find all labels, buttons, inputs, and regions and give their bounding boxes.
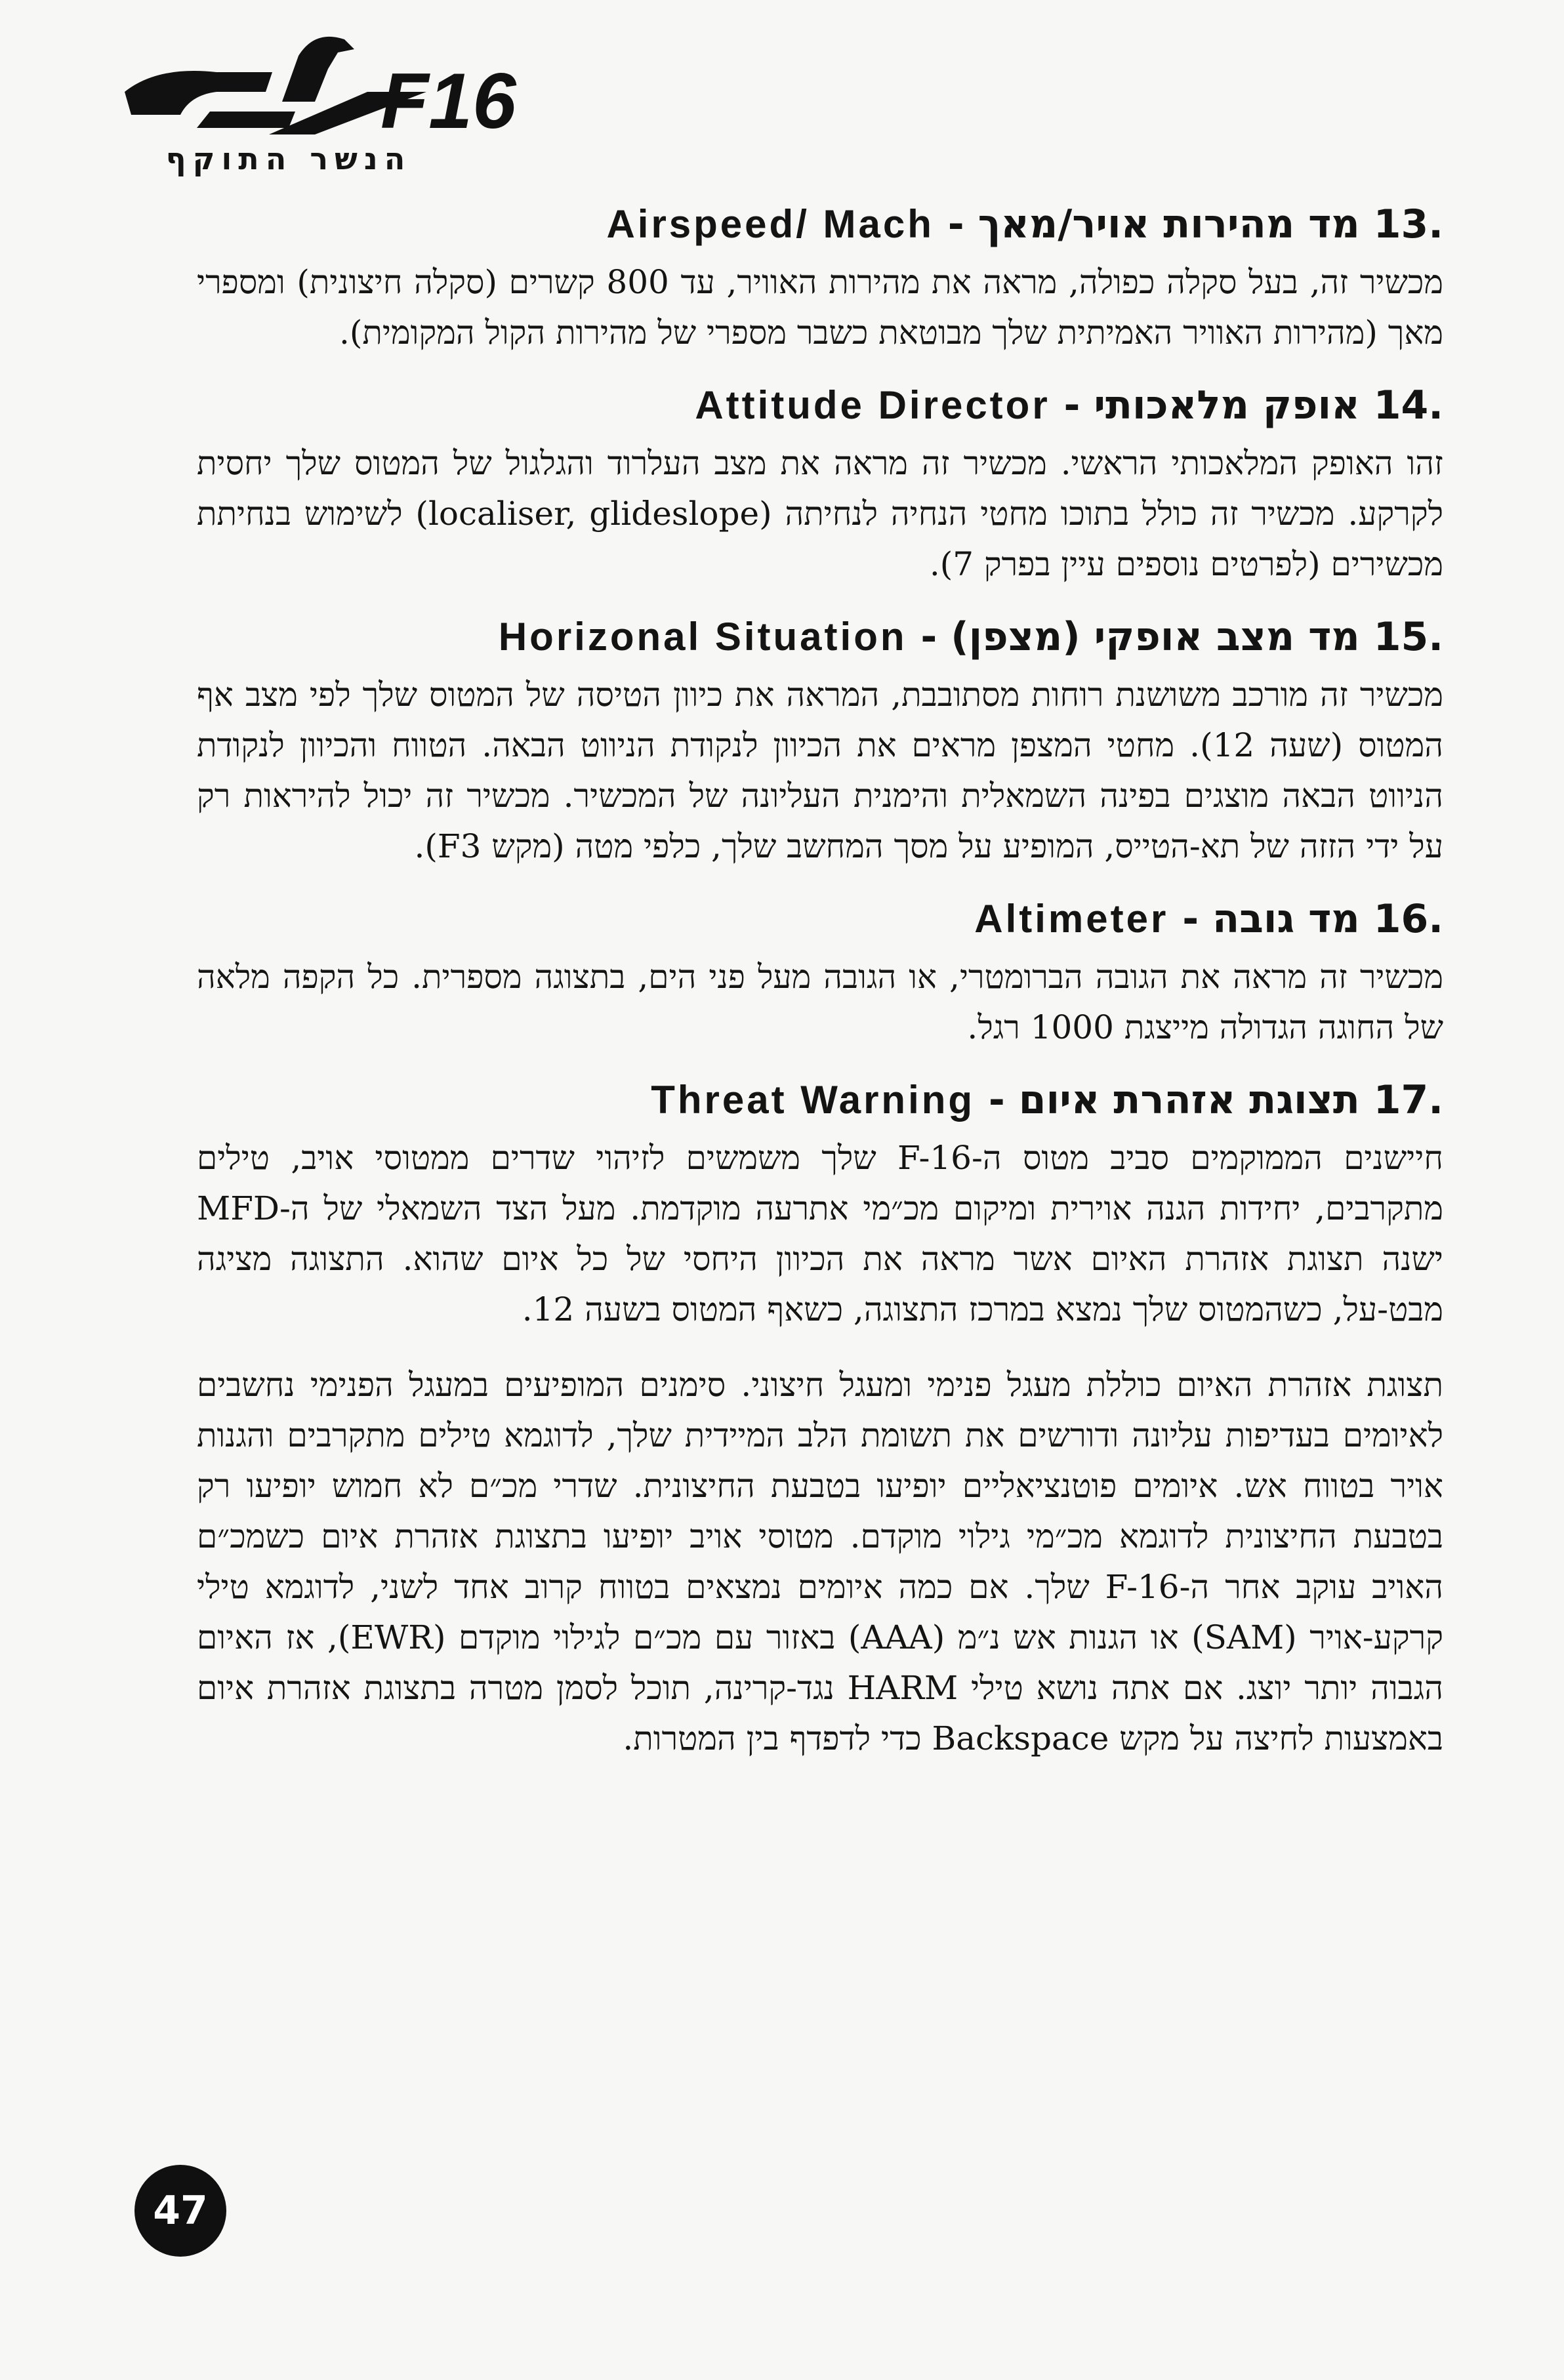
section-paragraph: תצוגת אזהרת האיום כוללת מעגל פנימי ומעגל חיצוני. סימנים המופיעים במעגל הפנימי נחשבים לאיומים בעדיפות עליונה ודורשים את תשומת הלב המיידית שלך, לדוגמא טילים מתקרבים והגנות אויר בטווח אש. איומים פוטנציאליים יופיעו בטבעת החיצונית. שדרי מכ״ם לא חמוש יופיעו רק בטבעת החיצונית לדוגמא מכ״מי גילוי מוקדם. מטוסי אויב יופיעו בתצוגת אזהרת איום כשמכ״ם האויב עוקב אחר ה-F-16 שלך. אם כמה איומים נמצאים בטווח קרוב אחד לשני, לדוגמא טילי קרקע-אויר (SAM) או הגנות אש נ״מ (AAA) באזור עם מכ״ם לגילוי מוקדם (EWR), אז האיום הגבוה יותר יוצג. אם אתה נושא טילי HARM נגד-קרינה, תוכל לסמן מטרה בתצוגת אזהרת איום באמצעות לחיצה על מקש Backspace כדי לדפדף בין המטרות. <box>197 1366 1444 1757</box>
page-number: 47 <box>153 2188 208 2234</box>
section-title-en: Threat Warning <box>651 1078 976 1122</box>
section-number: .14 <box>1373 382 1443 428</box>
section-heading: .15 מד מצב אופקי (מצפן) - Horizonal Situation <box>498 614 1443 660</box>
section-title-en: Airspeed/ Mach <box>606 202 934 246</box>
section-number: .15 <box>1373 614 1443 660</box>
section-title-en: Altimeter <box>974 897 1169 941</box>
section-altimeter <box>197 890 1443 1053</box>
section-heading: .16 מד גובה - Altimeter <box>974 896 1443 942</box>
section-horizontal-situation <box>197 608 1443 872</box>
section-paragraph: מכשיר זה מראה את הגובה הברומטרי, או הגובה מעל פני הים, בתצוגה מספרית. כל הקפה מלאה של החוגה הגדולה מייצגת 1000 רגל. <box>197 958 1443 1046</box>
section-airspeed <box>197 195 1443 358</box>
section-title-en: Attitude Director <box>695 383 1050 427</box>
section-paragraph: מכשיר זה, בעל סקלה כפולה, מראה את מהירות האוויר, עד 800 קשרים (סקלה חיצונית) ומספרי מאך (מהירות האוויר האמיתית שלך מבוטאת כשבר מספרי של מהירות הקול המקומית). <box>197 263 1443 352</box>
section-title-he: אופק מלאכותי <box>1094 382 1360 428</box>
logo-text: F16 <box>381 57 516 145</box>
section-paragraph: חיישנים הממוקמים סביב מטוס ה-F-16 שלך משמשים לזיהוי שדרים ממטוסי אויב, טילים מתקרבים, יחידות הגנה אוירית ומיקום מכ״מי אתרעה מוקדמת. מעל הצד השמאלי של ה-MFD ישנה תצוגת אזהרת האיום אשר מראה את הכיוון היחסי של כל איום שהוא. התצוגה מציגה מבט-על, כשהמטוס שלך נמצא במרכז התצוגה, כשאף המטוס בשעה 12. <box>197 1139 1443 1328</box>
section-paragraph: מכשיר זה מורכב משושנת רוחות מסתובבת, המראה את כיוון הטיסה של המטוס שלך לפי מצב אף המטוס (שעה 12). מחטי המצפן מראים את הכיוון לנקודת הניווט הבאה. הטווח והכיוון לנקודת הניווט הבאה מוצגים בפינה השמאלית והימנית העליונה של המכשיר. מכשיר זה יכול להיראות רק על ידי הזזה של תא-הטייס, המופיע על מסך המחשב שלך, כלפי מטה (מקש F3). <box>197 676 1443 865</box>
book-logo <box>118 30 516 176</box>
section-attitude <box>197 377 1443 590</box>
page-content <box>197 177 1443 1771</box>
section-number: .13 <box>1373 201 1443 247</box>
section-number: .16 <box>1373 896 1443 942</box>
section-title-he: תצוגת אזהרת איום <box>1018 1077 1360 1123</box>
section-heading: .13 מד מהירות אויר/מאך - Airspeed/ Mach <box>606 201 1443 247</box>
section-title-en: Horizonal Situation <box>498 615 907 659</box>
section-title-he: מד מצב אופקי (מצפן) <box>951 614 1360 660</box>
page-number-badge <box>134 2165 226 2257</box>
section-title-he: מד מהירות אויר/מאך <box>978 201 1360 247</box>
logo-subtitle: הנשר התוקף <box>165 141 412 176</box>
section-threat-warning <box>197 1071 1443 1764</box>
eagle-f16-logo-icon <box>118 30 516 145</box>
section-heading: .17 תצוגת אזהרת איום - Threat Warning <box>651 1077 1443 1123</box>
section-title-he: מד גובה <box>1212 896 1360 942</box>
section-heading: .14 אופק מלאכותי - Attitude Director <box>695 382 1443 428</box>
section-number: .17 <box>1373 1077 1443 1123</box>
section-paragraph: זהו האופק המלאכותי הראשי. מכשיר זה מראה את מצב העלרוד והגלגול של המטוס שלך יחסית לקרקע. מכשיר זה כולל בתוכו מחטי הנחיה לנחיתה (localiser, glideslope) לשימוש בנחיתת מכשירים (לפרטים נוספים עיין בפרק 7). <box>197 444 1443 583</box>
